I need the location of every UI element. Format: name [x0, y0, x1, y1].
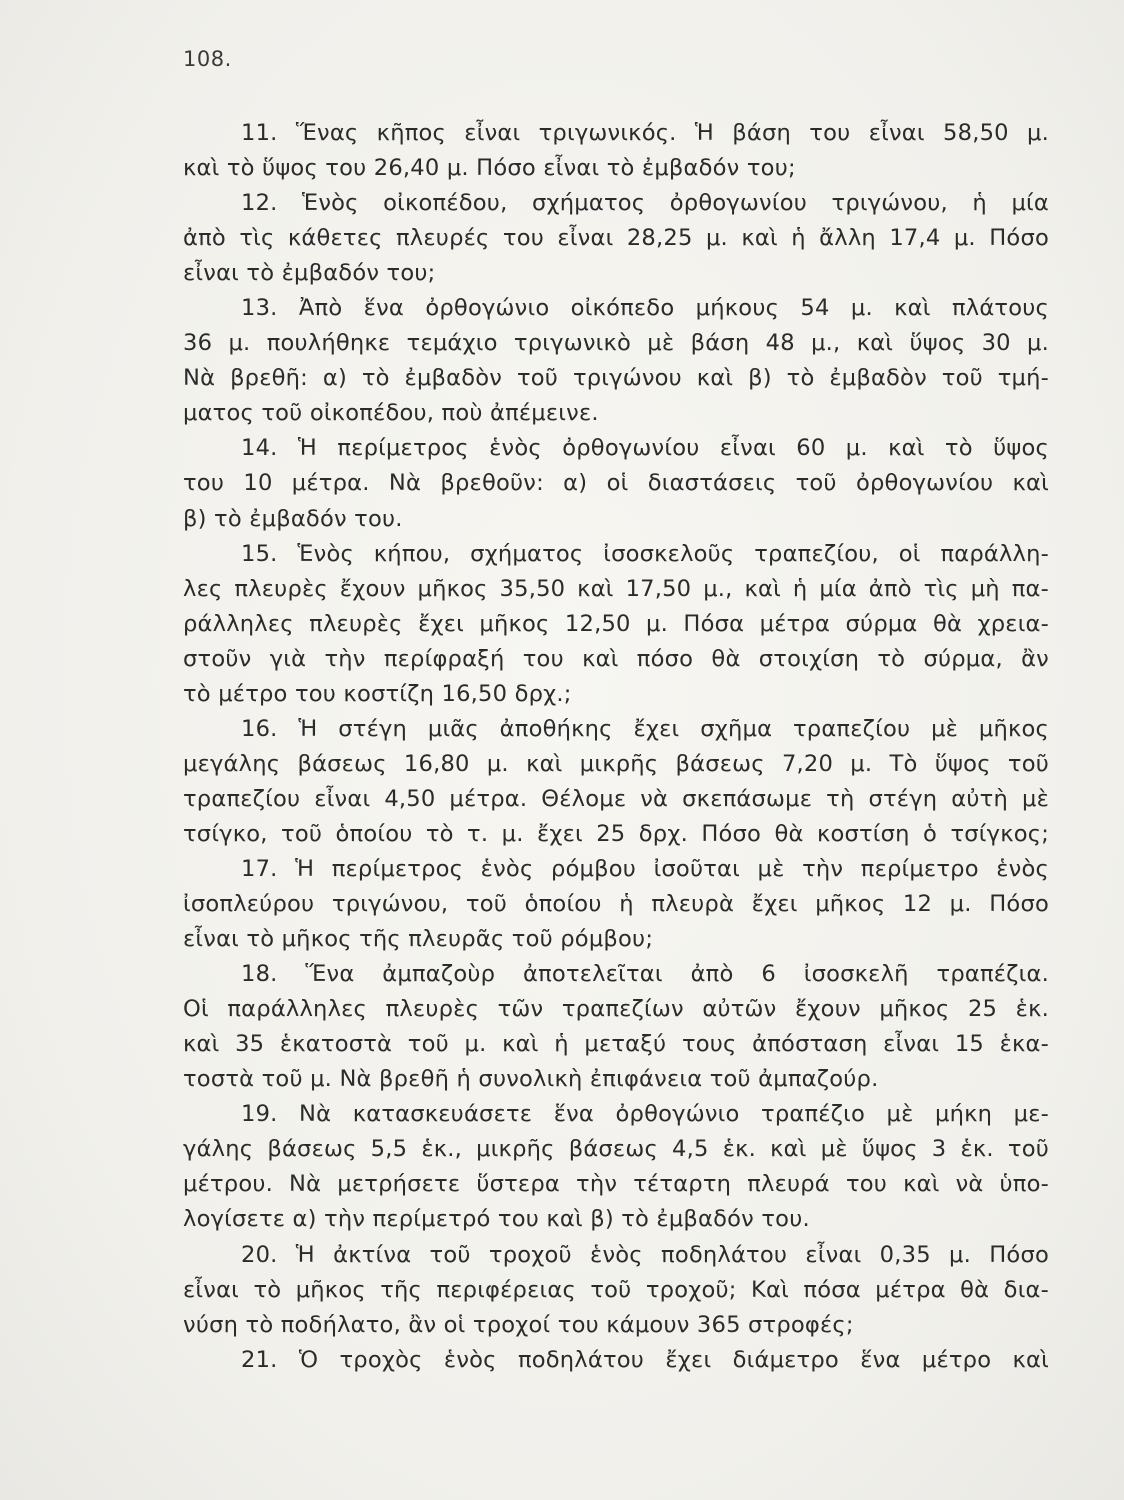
text-line: τὸ μέτρο του κοστίζη 16,50 δρχ.; — [183, 680, 572, 707]
text-line: 21. Ὁ τροχὸς ἑνὸς ποδηλάτου ἔχει διάμετρο ἕνα μέτρο καὶ — [241, 1346, 1049, 1373]
text-line: 18. Ἕνα ἀμπαζοὺρ ἀποτελεῖται ἀπὸ 6 ἰσοσκελῆ τραπέζια. — [241, 961, 1049, 988]
text-line: λες πλευρὲς ἔχουν μῆκος 35,50 καὶ 17,50 μ., καὶ ἡ μία ἀπὸ τὶς μὴ πα- — [183, 575, 1049, 602]
text-line: 36 μ. πουλήθηκε τεμάχιο τριγωνικὸ μὲ βάση 48 μ., καὶ ὕψος 30 μ. — [183, 330, 1049, 357]
text-line: 11. Ἕνας κῆπος εἶναι τριγωνικός. Ἡ βάση του εἶναι 58,50 μ. — [241, 120, 1049, 146]
exercise-text — [183, 116, 1049, 1378]
text-line: μέτρου. Νὰ μετρήσετε ὕστερα τὴν τέταρτη πλευρά του καὶ νὰ ὑπο- — [183, 1171, 1049, 1198]
text-line: 12. Ἑνὸς οἰκοπέδου, σχήματος ὀρθογωνίου τριγώνου, ἡ μία — [241, 190, 1049, 217]
text-line: 19. Νὰ κατασκευάσετε ἕνα ὀρθογώνιο τραπέζιο μὲ μήκη με- — [241, 1101, 1049, 1128]
text-line: 16. Ἡ στέγη μιᾶς ἀποθήκης ἔχει σχῆμα τραπεζίου μὲ μῆκος — [241, 715, 1049, 742]
text-line: καὶ 35 ἑκατοστὰ τοῦ μ. καὶ ἡ μεταξύ τους ἀπόσταση εἶναι 15 ἑκα- — [183, 1031, 1049, 1058]
text-line: ράλληλες πλευρὲς ἔχει μῆκος 12,50 μ. Πόσα μέτρα σύρμα θὰ χρεια- — [183, 610, 1049, 637]
text-line: τραπεζίου εἶναι 4,50 μέτρα. Θέλομε νὰ σκεπάσωμε τὴ στέγη αὐτὴ μὲ — [183, 785, 1049, 812]
text-line: ἀπὸ τὶς κάθετες πλευρές του εἶναι 28,25 μ. καὶ ἡ ἄλλη 17,4 μ. Πόσο — [183, 225, 1049, 252]
text-line: γάλης βάσεως 5,5 ἑκ., μικρῆς βάσεως 4,5 ἑκ. καὶ μὲ ὕψος 3 ἑκ. τοῦ — [183, 1136, 1049, 1163]
text-line: τσίγκο, τοῦ ὁποίου τὸ τ. μ. ἔχει 25 δρχ. Πόσο θὰ κοστίση ὁ τσίγκος; — [183, 820, 1049, 847]
text-line: εἶναι τὸ μῆκος τῆς περιφέρειας τοῦ τροχοῦ; Καὶ πόσα μέτρα θὰ δια- — [183, 1276, 1049, 1303]
text-line: Νὰ βρεθῆ: α) τὸ ἐμβαδὸν τοῦ τριγώνου καὶ β) τὸ ἐμβαδὸν τοῦ τμή- — [183, 365, 1049, 392]
text-line: καὶ τὸ ὕψος του 26,40 μ. Πόσο εἶναι τὸ ἐμβαδόν του; — [183, 155, 796, 182]
text-line: στοῦν γιὰ τὴν περίφραξή του καὶ πόσο θὰ στοιχίση τὸ σύρμα, ἂν — [183, 645, 1049, 672]
text-line: 14. Ἡ περίμετρος ἑνὸς ὀρθογωνίου εἶναι 60 μ. καὶ τὸ ὕψος — [241, 435, 1049, 462]
text-line: β) τὸ ἐμβαδόν του. — [183, 505, 403, 532]
text-line: εἶναι τὸ ἐμβαδόν του; — [183, 260, 436, 287]
text-line: Οἱ παράλληλες πλευρὲς τῶν τραπεζίων αὐτῶν ἔχουν μῆκος 25 ἑκ. — [183, 996, 1049, 1023]
text-line: τοστὰ τοῦ μ. Νὰ βρεθῆ ἡ συνολικὴ ἐπιφάνεια τοῦ ἀμπαζούρ. — [183, 1066, 879, 1093]
text-line: ματος τοῦ οἰκοπέδου, ποὺ ἀπέμεινε. — [183, 400, 599, 427]
page-number: 108. — [183, 47, 232, 71]
text-line: λογίσετε α) τὴν περίμετρό του καὶ β) τὸ ἐμβαδόν του. — [183, 1206, 810, 1233]
text-line: νύση τὸ ποδήλατο, ἂν οἱ τροχοί του κάμουν 365 στροφές; — [183, 1311, 854, 1338]
text-line: εἶναι τὸ μῆκος τῆς πλευρᾶς τοῦ ρόμβου; — [183, 926, 654, 953]
text-line: ἰσοπλεύρου τριγώνου, τοῦ ὁποίου ἡ πλευρὰ ἔχει μῆκος 12 μ. Πόσο — [183, 891, 1049, 918]
text-line: μεγάλης βάσεως 16,80 μ. καὶ μικρῆς βάσεως 7,20 μ. Τὸ ὕψος τοῦ — [183, 750, 1049, 777]
text-line: 13. Ἀπὸ ἕνα ὀρθογώνιο οἰκόπεδο μήκους 54 μ. καὶ πλάτους — [241, 295, 1049, 322]
text-line: του 10 μέτρα. Νὰ βρεθοῦν: α) οἱ διαστάσεις τοῦ ὀρθογωνίου καὶ — [183, 470, 1049, 497]
text-line: 17. Ἡ περίμετρος ἑνὸς ρόμβου ἰσοῦται μὲ τὴν περίμετρο ἑνὸς — [241, 855, 1049, 882]
text-line: 20. Ἡ ἀκτίνα τοῦ τροχοῦ ἑνὸς ποδηλάτου εἶναι 0,35 μ. Πόσο — [241, 1241, 1049, 1268]
text-line: 15. Ἑνὸς κήπου, σχήματος ἰσοσκελοῦς τραπεζίου, οἱ παράλλη- — [241, 540, 1049, 567]
